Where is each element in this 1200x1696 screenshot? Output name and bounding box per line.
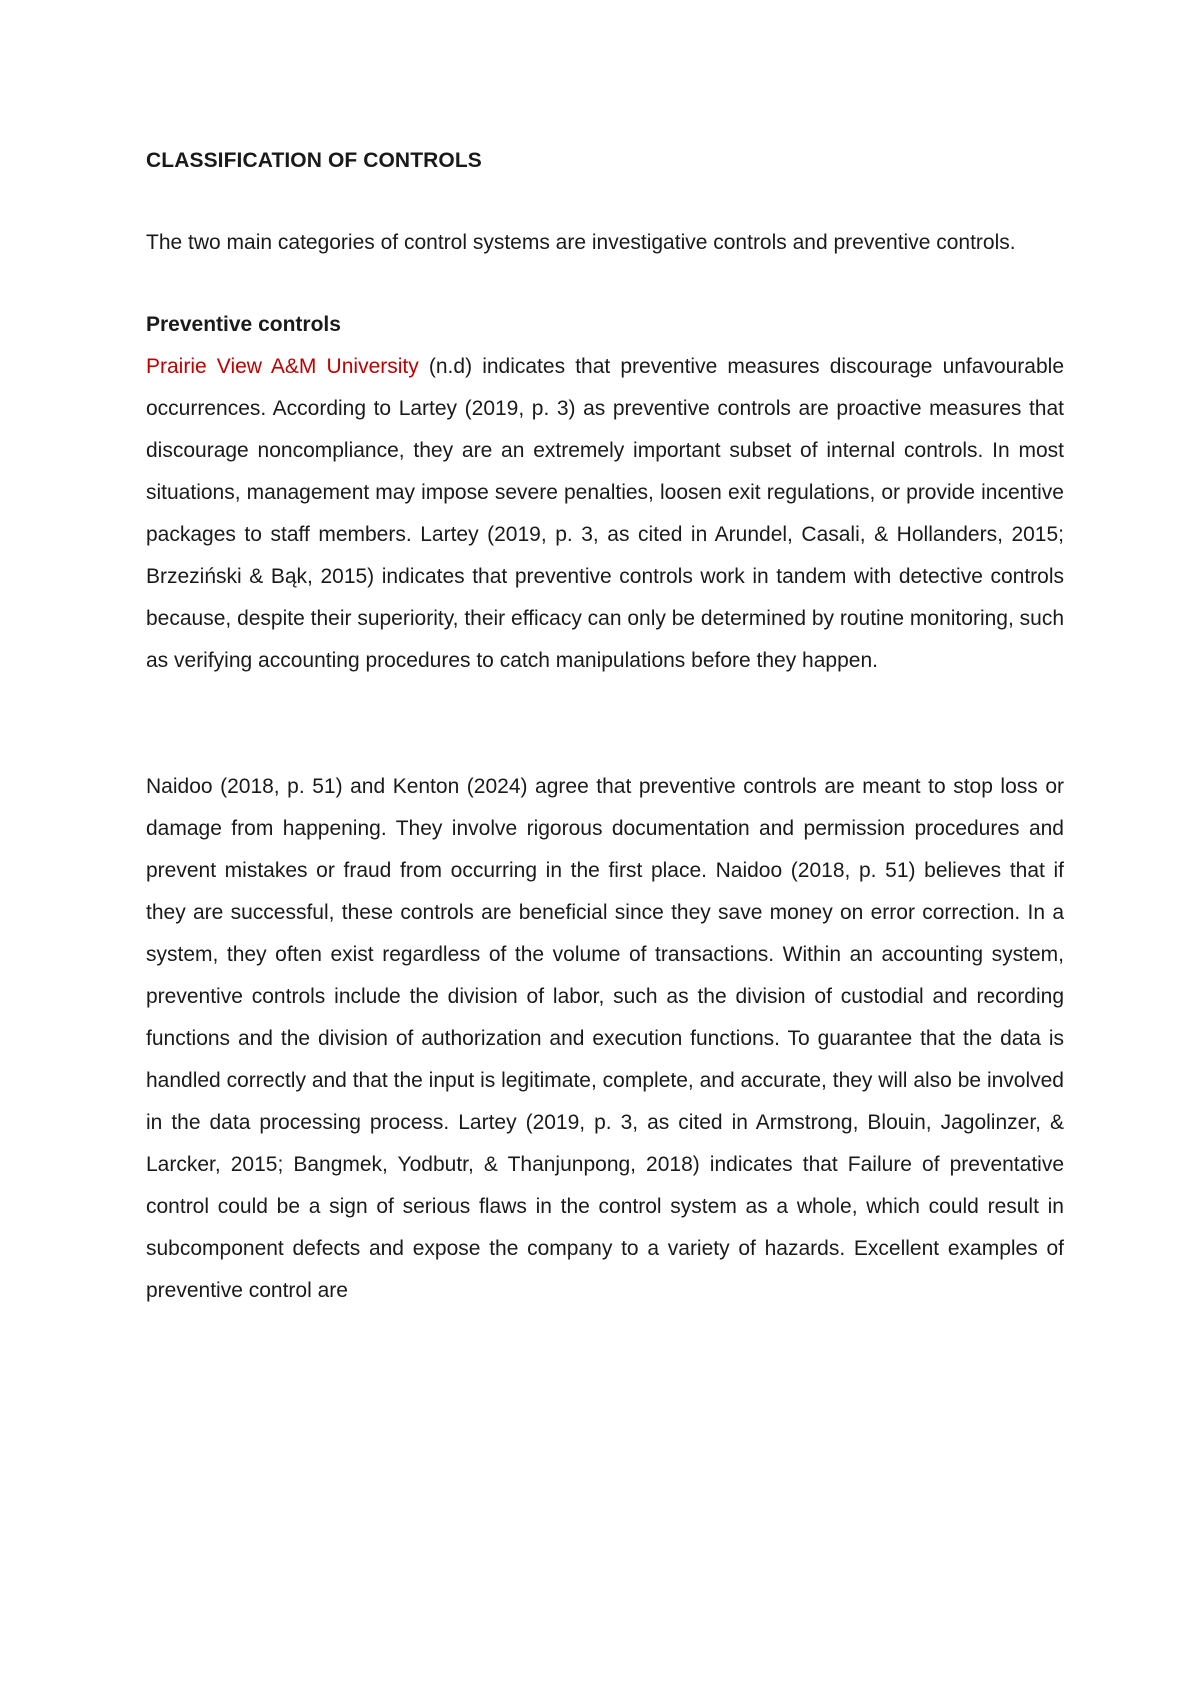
section-heading: Preventive controls xyxy=(146,313,341,336)
intro-paragraph: The two main categories of control systems are investigative controls and preventive controls. xyxy=(146,231,1016,254)
document-title: CLASSIFICATION OF CONTROLS xyxy=(146,149,482,172)
paragraph-preventive-1 xyxy=(146,346,1064,682)
paragraph-preventive-1-text: (n.d) indicates that preventive measures discourage unfavourable occurrences. According to Lartey (2019, p. 3) as preventive controls are proactive measures that discourage noncompliance, they are an extremely important subset of internal controls. In most situations, management may impose severe penalties, loosen exit regulations, or provide incentive packages to staff members. Lartey (2019, p. 3, as cited in Arundel, Casali, & Hollanders, 2015; Brzeziński & Bąk, 2015) indicates that preventive controls work in tandem with detective controls because, despite their superiority, their efficacy can only be determined by routine monitoring, such as verifying accounting procedures to catch manipulations before they happen. xyxy=(146,355,1065,672)
prairie-view-link[interactable]: Prairie View A&M University xyxy=(146,355,419,378)
document-body xyxy=(146,140,1064,1312)
paragraph-spacer xyxy=(146,682,1064,766)
paragraph-preventive-2: Naidoo (2018, p. 51) and Kenton (2024) agree that preventive controls are meant to stop loss or damage from happening. They involve rigorous documentation and permission procedures and prevent mistakes or fraud from occurring in the first place. Naidoo (2018, p. 51) believes that if they are successful, these controls are beneficial since they save money on error correction. In a system, they often exist regardless of the volume of transactions. Within an accounting system, preventive controls include the division of labor, such as the division of custodial and recording functions and the division of authorization and execution functions. To guarantee that the data is handled correctly and that the input is legitimate, complete, and accurate, they will also be involved in the data processing process. Lartey (2019, p. 3, as cited in Armstrong, Blouin, Jagolinzer, & Larcker, 2015; Bangmek, Yodbutr, & Thanjunpong, 2018) indicates that Failure of preventative control could be a sign of serious flaws in the control system as a whole, which could result in subcomponent defects and expose the company to a variety of hazards. Excellent examples of preventive control are xyxy=(146,775,1064,1302)
